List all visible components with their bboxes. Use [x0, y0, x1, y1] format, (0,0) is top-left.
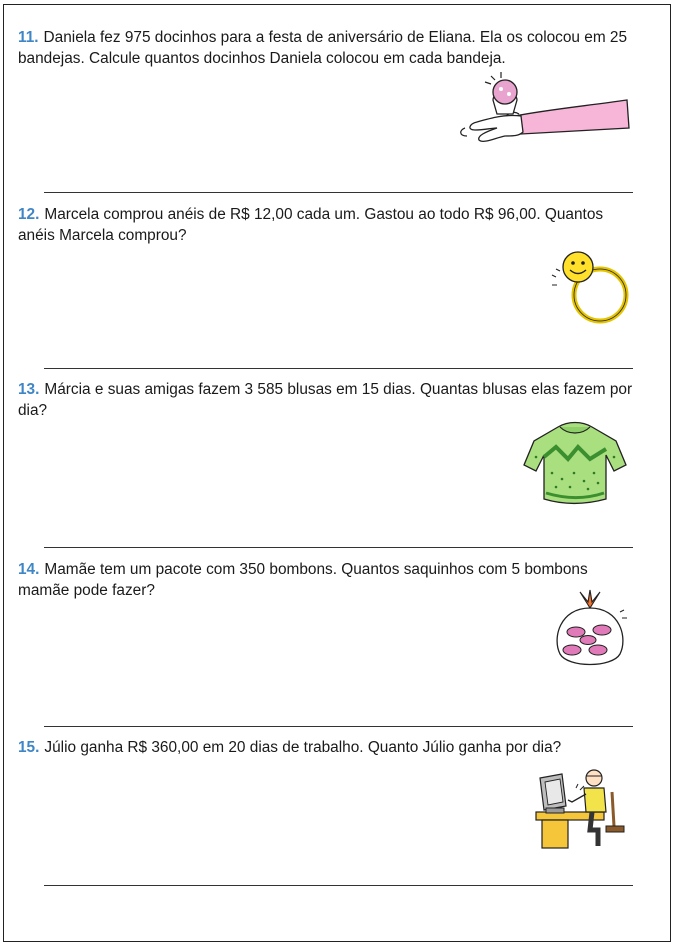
problem-number: 15.	[18, 739, 40, 756]
answer-line[interactable]	[44, 192, 633, 193]
problem-text: Daniela fez 975 docinhos para a festa de aniversário de Eliana. Ela os colocou em 25 bandejas. Calcule quantos docinhos Daniela colocou em cada bandeja.	[18, 29, 628, 67]
problem-13	[18, 379, 633, 421]
answer-line[interactable]	[44, 726, 633, 727]
problem-number: 13.	[18, 381, 40, 398]
problem-number: 14.	[18, 561, 40, 578]
answer-line[interactable]	[44, 547, 633, 548]
problem-text: Júlio ganha R$ 360,00 em 20 dias de trabalho. Quanto Júlio ganha por dia?	[44, 739, 562, 756]
hand-holding-cupcake-icon	[455, 70, 631, 152]
answer-line[interactable]	[44, 885, 633, 886]
smiley-ring-icon	[548, 245, 632, 329]
problem-text: Márcia e suas amigas fazem 3 585 blusas em 15 dias. Quantas blusas elas fazem por dia?	[18, 381, 633, 419]
problem-15	[18, 737, 633, 758]
problem-11	[18, 27, 633, 69]
answer-line[interactable]	[44, 368, 633, 369]
problem-text: Marcela comprou anéis de R$ 12,00 cada um. Gastou ao todo R$ 96,00. Quantos anéis Marcela comprou?	[18, 206, 604, 244]
man-at-computer-icon	[532, 766, 632, 850]
problem-text: Mamãe tem um pacote com 350 bombons. Quantos saquinhos com 5 bombons mamãe pode fazer?	[18, 561, 588, 599]
problem-number: 11.	[18, 29, 39, 46]
problem-14	[18, 559, 633, 601]
candy-bag-with-bow-icon	[550, 588, 630, 670]
problem-number: 12.	[18, 206, 40, 223]
green-sweater-icon	[522, 417, 628, 507]
problem-12	[18, 204, 633, 246]
